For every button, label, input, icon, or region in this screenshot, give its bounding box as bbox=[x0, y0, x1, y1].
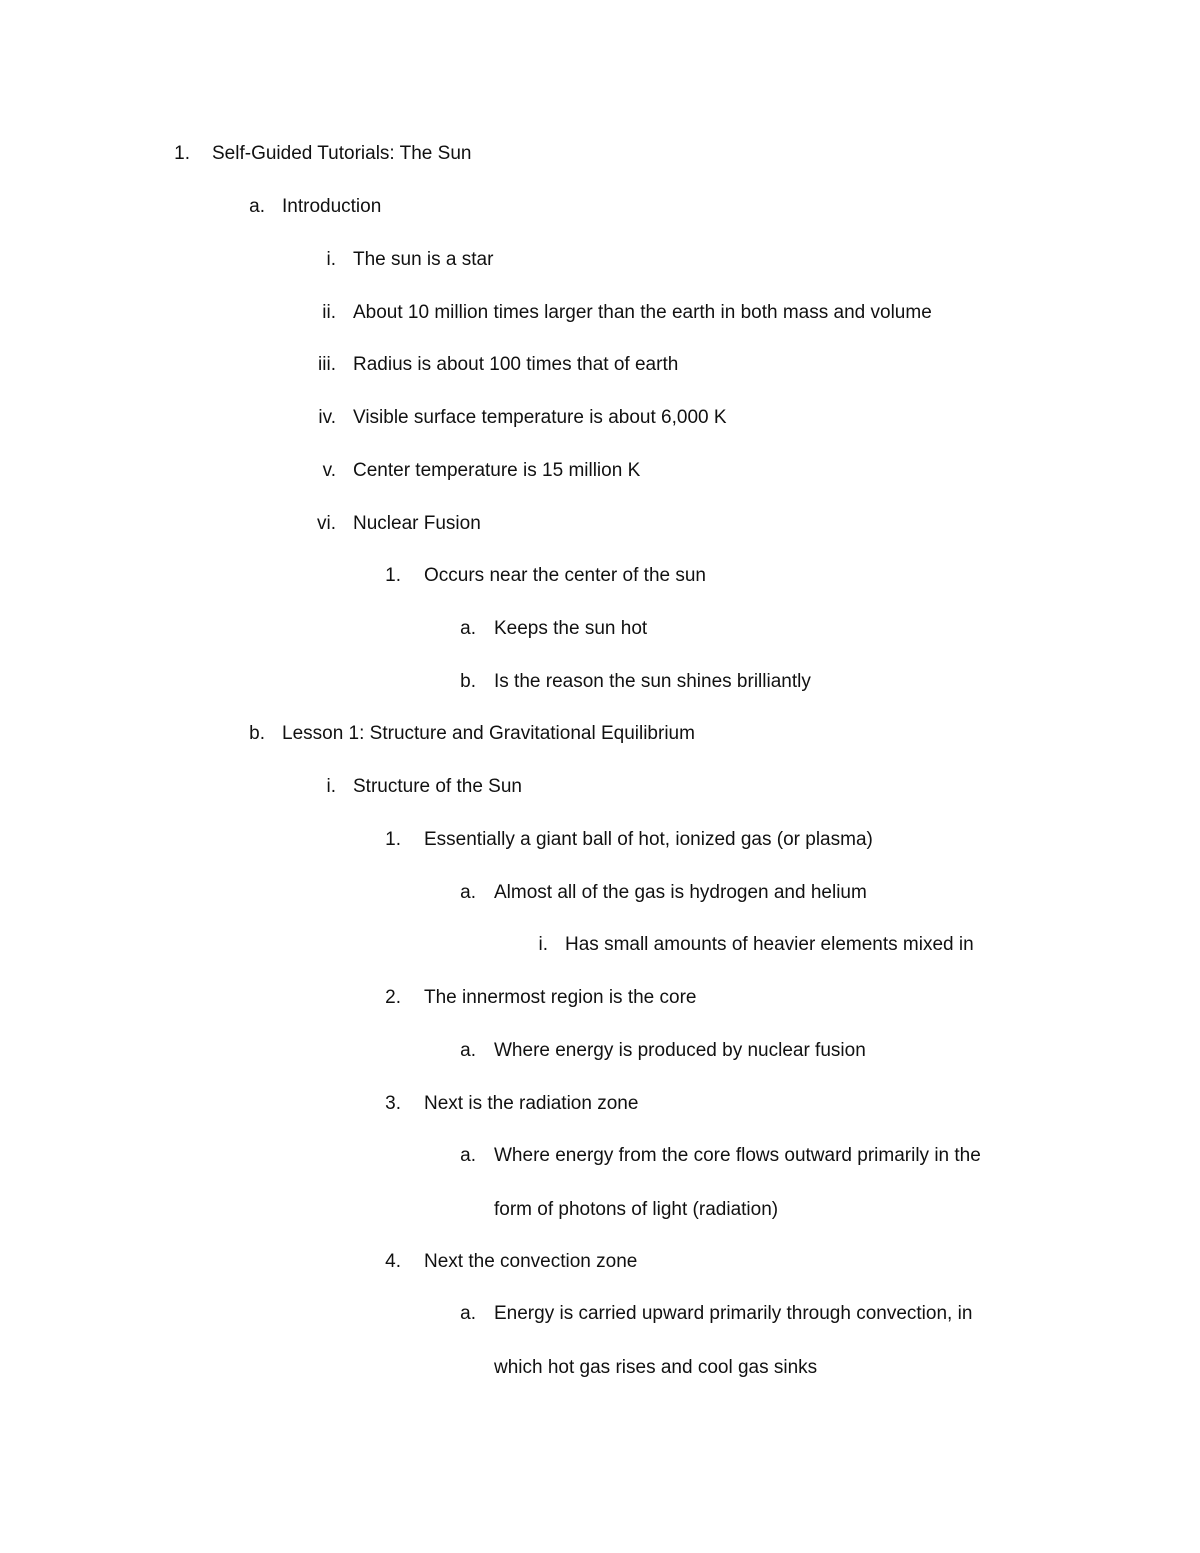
list-text: Visible surface temperature is about 6,000 K bbox=[353, 407, 727, 428]
list-text: Nuclear Fusion bbox=[353, 513, 481, 534]
outline-line bbox=[0, 1037, 1200, 1065]
list-text: Center temperature is 15 million K bbox=[353, 460, 641, 481]
outline-line bbox=[0, 668, 1200, 696]
list-marker: i. bbox=[326, 776, 336, 797]
list-marker: a. bbox=[460, 1040, 476, 1061]
list-text: The sun is a star bbox=[353, 249, 494, 270]
list-text: Lesson 1: Structure and Gravitational Equilibrium bbox=[282, 723, 695, 744]
outline-line bbox=[0, 879, 1200, 907]
list-text: Keeps the sun hot bbox=[494, 618, 648, 639]
outline-line bbox=[0, 1090, 1200, 1118]
list-marker: vi. bbox=[317, 513, 336, 534]
outline-line bbox=[0, 826, 1200, 854]
outline-line bbox=[0, 1300, 1200, 1328]
list-text: Next the convection zone bbox=[424, 1251, 638, 1272]
outline-line bbox=[0, 404, 1200, 432]
list-text: Where energy from the core flows outward primarily in the bbox=[494, 1145, 981, 1166]
outline-line bbox=[0, 193, 1200, 221]
list-text: Essentially a giant ball of hot, ionized gas (or plasma) bbox=[424, 829, 873, 850]
list-text: Is the reason the sun shines brilliantly bbox=[494, 671, 811, 692]
list-text: Introduction bbox=[282, 196, 382, 217]
outline-line bbox=[0, 457, 1200, 485]
list-text: Occurs near the center of the sun bbox=[424, 565, 706, 586]
outline-line-continuation bbox=[0, 1196, 1200, 1224]
outline-line bbox=[0, 720, 1200, 748]
list-marker: a. bbox=[460, 882, 476, 903]
outline-line bbox=[0, 615, 1200, 643]
list-text: The innermost region is the core bbox=[424, 987, 697, 1008]
list-text: Energy is carried upward primarily through convection, in bbox=[494, 1303, 973, 1324]
list-text: which hot gas rises and cool gas sinks bbox=[494, 1357, 818, 1378]
list-marker: a. bbox=[460, 618, 476, 639]
list-marker: 2. bbox=[385, 987, 401, 1008]
list-marker: i. bbox=[326, 249, 336, 270]
outline-line bbox=[0, 773, 1200, 801]
outline-line bbox=[0, 1248, 1200, 1276]
outline-line bbox=[0, 246, 1200, 274]
list-marker: 1. bbox=[174, 143, 190, 164]
list-marker: b. bbox=[249, 723, 265, 744]
list-marker: 3. bbox=[385, 1093, 401, 1114]
list-marker: 1. bbox=[385, 829, 401, 850]
outline-line bbox=[0, 140, 1200, 168]
list-marker: 1. bbox=[385, 565, 401, 586]
list-text: Self-Guided Tutorials: The Sun bbox=[212, 143, 472, 164]
list-text: Where energy is produced by nuclear fusion bbox=[494, 1040, 866, 1061]
outline-line bbox=[0, 299, 1200, 327]
list-marker: iv. bbox=[318, 407, 336, 428]
list-text: Radius is about 100 times that of earth bbox=[353, 354, 679, 375]
list-marker: b. bbox=[460, 671, 476, 692]
list-marker: a. bbox=[249, 196, 265, 217]
outline-line-continuation bbox=[0, 1354, 1200, 1382]
list-text: About 10 million times larger than the earth in both mass and volume bbox=[353, 302, 932, 323]
list-text: form of photons of light (radiation) bbox=[494, 1199, 779, 1220]
outline-line bbox=[0, 562, 1200, 590]
list-marker: v. bbox=[322, 460, 336, 481]
list-text: Has small amounts of heavier elements mixed in bbox=[565, 934, 974, 955]
list-marker: i. bbox=[538, 934, 548, 955]
list-text: Almost all of the gas is hydrogen and helium bbox=[494, 882, 867, 903]
outline-line bbox=[0, 931, 1200, 959]
list-text: Structure of the Sun bbox=[353, 776, 522, 797]
outline-line bbox=[0, 351, 1200, 379]
list-marker: iii. bbox=[318, 354, 336, 375]
outline-line bbox=[0, 984, 1200, 1012]
list-marker: a. bbox=[460, 1145, 476, 1166]
list-marker: a. bbox=[460, 1303, 476, 1324]
list-marker: ii. bbox=[322, 302, 336, 323]
outline-line bbox=[0, 510, 1200, 538]
list-text: Next is the radiation zone bbox=[424, 1093, 639, 1114]
list-marker: 4. bbox=[385, 1251, 401, 1272]
outline-line bbox=[0, 1142, 1200, 1170]
